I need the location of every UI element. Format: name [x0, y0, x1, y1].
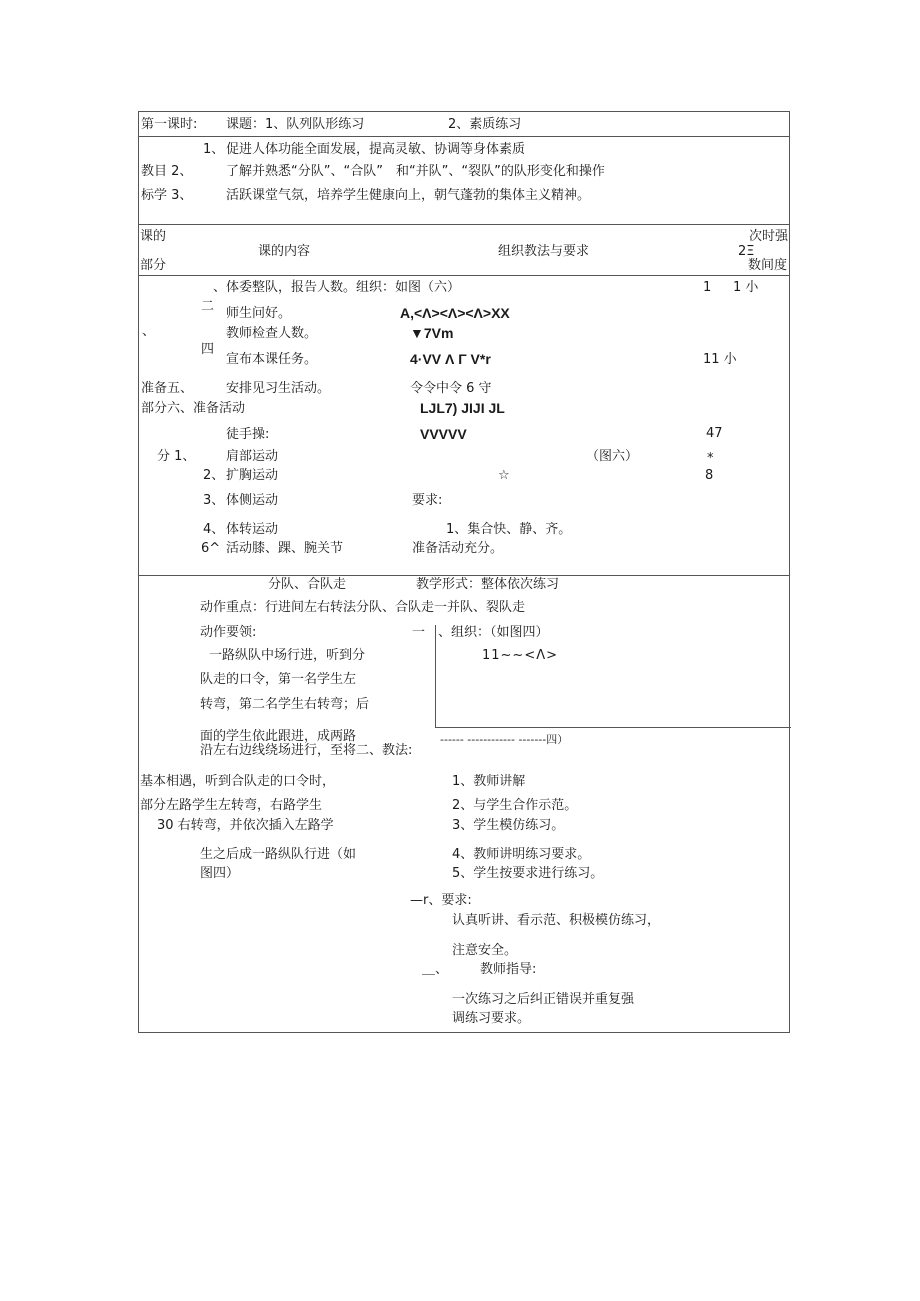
method-2: 2、与学生合作示范。: [452, 798, 578, 813]
figure-four-formation: 11~~<Λ>: [482, 648, 559, 663]
formation-row-1: A,<Λ><Λ><Λ>XX: [400, 305, 510, 321]
objective-1-number: 1、: [203, 142, 225, 157]
prep-requirement-1: 1、集合快、静、齐。: [446, 522, 572, 537]
objective-3-label: 标学 3、: [141, 188, 193, 203]
formation-row-5: LJL7) JIJI JL: [420, 400, 505, 416]
description-4: 面的学生依此跟进，成两路: [200, 729, 357, 744]
description-7: 部分左路学生左转弯，右路学生: [140, 798, 323, 813]
prep-item-2: 师生问好。: [226, 306, 292, 321]
formation-row-2: ▼7Vm: [410, 325, 454, 341]
prep-item-5-label: 准备五、: [141, 381, 194, 396]
objective-3: 活跃课堂气氛，培养学生健康向上，朝气蓬勃的集体主义精神。: [226, 188, 591, 203]
exercise-2-number: 2、: [203, 468, 225, 483]
description-9: 生之后成一路纵队行进（如: [200, 847, 357, 862]
formation-row-3: 4·VV Λ Γ V*r: [410, 351, 491, 367]
col-content: 课的内容: [258, 244, 311, 259]
col-right-top: 次时强: [749, 229, 789, 244]
lesson-number: 第一课时:: [141, 117, 198, 132]
basic-title: 分队、合队走: [268, 577, 347, 592]
prep-item-1-time: 1 小: [733, 280, 759, 295]
prep-numeral-two: 二: [201, 299, 215, 314]
requirement-2: 注意安全。: [452, 943, 518, 958]
requirement-1: 认真听讲、看示范、积极模仿练习，: [452, 913, 661, 928]
exercise-4-number: 4、: [203, 522, 225, 537]
organization-label: 、组织：（如图四）: [438, 625, 549, 640]
method-1: 1、教师讲解: [452, 774, 526, 789]
prep-mark: 、: [142, 324, 156, 339]
action-essentials: 动作要领:: [200, 625, 257, 640]
requirement-label: —r、要求:: [410, 893, 472, 908]
lesson-topic: 课题：1、队列队形练习: [226, 117, 365, 132]
method-5: 5、学生按要求进行练习。: [452, 866, 604, 881]
prep-requirement-2: 准备活动充分。: [412, 541, 504, 556]
prep-item-3: 教师检查人数。: [226, 326, 318, 341]
col-part-top: 课的: [140, 229, 167, 244]
prep-requirement-label: 要求:: [412, 493, 443, 508]
method-4: 4、教师讲明练习要求。: [452, 847, 591, 862]
formation-row-6: VVVVV: [420, 426, 467, 442]
teaching-form: 教学形式：整体依次练习: [416, 577, 560, 592]
objective-1: 促进人体功能全面发展，提高灵敏、协调等身体素质: [226, 142, 526, 157]
star-icon: ☆: [498, 468, 510, 483]
description-3: 转弯，第二名学生右转弯；后: [200, 697, 370, 712]
exercise-6-number: 6^: [201, 541, 221, 556]
guidance-1: 一次练习之后纠正错误并重复强: [452, 992, 635, 1007]
description-2: 队走的口令，第一名学生左: [200, 672, 357, 687]
exercise-4: 体转运动: [226, 522, 279, 537]
prep-numeral-four: 四: [201, 342, 215, 357]
exercise-1-label: 分 1、: [157, 449, 196, 464]
formation-row-4: 令令中令 6 守: [410, 381, 492, 396]
org-dash: 一: [412, 625, 426, 640]
figure-six-label: （图六）: [586, 449, 639, 464]
prep-item-1: 、体委整队，报告人数。组织：如图（六）: [213, 280, 461, 295]
objective-2: 了解并熟悉“分队”、“合队” 和“并队”、“裂队”的队形变化和操作: [226, 164, 605, 179]
prep-item-5: 安排见习生活动。: [226, 381, 331, 396]
prep-item-1-count: 1: [703, 280, 712, 295]
prep-freehand-count: 47: [706, 426, 723, 441]
prep-item-6-label: 部分六、准备活动: [141, 401, 246, 416]
description-6: 基本相遇，听到合队走的口令时，: [140, 774, 336, 789]
exercise-3: 体侧运动: [226, 493, 279, 508]
description-8: 30 右转弯，并依次插入左路学: [157, 818, 334, 833]
prep-item-4: 宣布本课任务。: [226, 352, 318, 367]
exercise-2: 扩胸运动: [226, 468, 279, 483]
row-divider-header: [138, 136, 790, 137]
lesson-topic-2: 2、素质练习: [448, 117, 522, 132]
row-divider-objectives: [138, 224, 790, 225]
col-right-mid: 2Ξ: [738, 244, 755, 259]
prep-item-4-time: 11 小: [703, 352, 737, 367]
key-points: 动作重点：行进间左右转法分队、合队走一并队、裂队走: [200, 600, 526, 615]
col-part-bottom: 部分: [140, 258, 167, 273]
row-divider-columns: [138, 275, 790, 276]
exercise-1: 肩部运动: [226, 449, 279, 464]
guidance-2: 调练习要求。: [452, 1011, 531, 1026]
row-divider-prep: [138, 575, 790, 576]
exercise-6: 活动膝、踝、腕关节: [226, 541, 344, 556]
exercise-1-mark: *: [707, 451, 714, 466]
col-method: 组织教法与要求: [498, 244, 590, 259]
description-10: 图四）: [200, 866, 240, 881]
exercise-2-count: 8: [705, 468, 714, 483]
description-1: 一路纵队中场行进，听到分: [209, 648, 366, 663]
method-3: 3、学生模仿练习。: [452, 818, 565, 833]
objective-2-label: 教目 2、: [141, 164, 193, 179]
guidance-label: 教师指导:: [480, 962, 537, 977]
description-5: 沿左右边线绕场进行，至将二、教法:: [200, 743, 413, 758]
col-right-bottom: 数间度: [748, 258, 788, 273]
guidance-number: ＿、: [422, 962, 449, 977]
figure-four-caption: ------ ------------ -------四）: [440, 733, 569, 746]
exercise-3-number: 3、: [203, 493, 225, 508]
prep-freehand: 徒手操:: [226, 427, 270, 442]
